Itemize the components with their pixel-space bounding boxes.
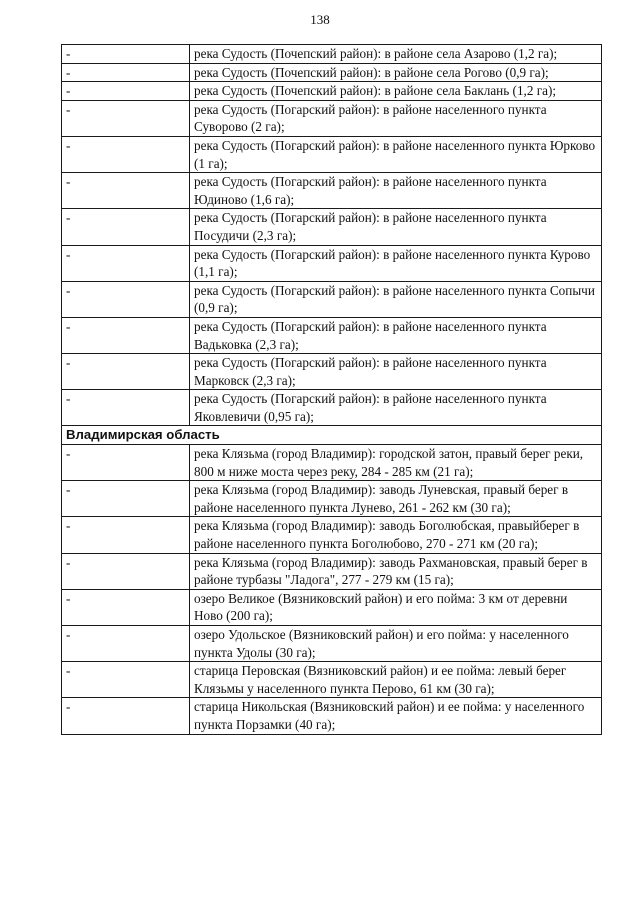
row-marker: -: [62, 589, 190, 625]
table-row: [62, 589, 602, 625]
table-row: [62, 209, 602, 245]
table-row: [62, 626, 602, 662]
table-row: [62, 136, 602, 172]
row-description: старица Никольская (Вязниковский район) и ее пойма: у населенного пункта Порзамки (40 га);: [190, 698, 602, 734]
section-header-row: [62, 426, 602, 445]
row-description: озеро Великое (Вязниковский район) и его пойма: 3 км от деревни Ново (200 га);: [190, 589, 602, 625]
page-number: 138: [310, 12, 330, 27]
row-description: река Судость (Погарский район): в районе населенного пункта Курово (1,1 га);: [190, 245, 602, 281]
row-marker: -: [62, 445, 190, 481]
table-row: [62, 517, 602, 553]
row-marker: -: [62, 698, 190, 734]
row-description: река Судость (Почепский район): в районе села Баклань (1,2 га);: [190, 82, 602, 101]
row-description: река Клязьма (город Владимир): городской затон, правый берег реки, 800 м ниже моста через реку, 284 - 285 км (21 га);: [190, 445, 602, 481]
row-description: река Судость (Погарский район): в районе населенного пункта Посудичи (2,3 га);: [190, 209, 602, 245]
row-description: река Судость (Погарский район): в районе населенного пункта Яковлевичи (0,95 га);: [190, 390, 602, 426]
row-description: река Судость (Погарский район): в районе населенного пункта Вадьковка (2,3 га);: [190, 317, 602, 353]
row-marker: -: [62, 209, 190, 245]
table-row: [62, 698, 602, 734]
row-marker: -: [62, 173, 190, 209]
row-description: река Судость (Погарский район): в районе населенного пункта Марковск (2,3 га);: [190, 354, 602, 390]
row-description: старица Перовская (Вязниковский район) и ее пойма: левый берег Клязьмы у населенного пункта Перово, 61 км (30 га);: [190, 662, 602, 698]
document-table: [61, 44, 602, 735]
table-row: [62, 173, 602, 209]
row-marker: -: [62, 481, 190, 517]
table-row: [62, 63, 602, 82]
row-description: река Судость (Погарский район): в районе населенного пункта Юдиново (1,6 га);: [190, 173, 602, 209]
table-row: [62, 445, 602, 481]
table-row: [62, 100, 602, 136]
row-marker: -: [62, 626, 190, 662]
row-description: река Клязьма (город Владимир): заводь Луневская, правый берег в районе населенного пункта Лунево, 261 - 262 км (30 га);: [190, 481, 602, 517]
row-marker: -: [62, 317, 190, 353]
row-description: река Судость (Погарский район): в районе населенного пункта Суворово (2 га);: [190, 100, 602, 136]
row-marker: -: [62, 354, 190, 390]
table-row: [62, 662, 602, 698]
table-row: [62, 281, 602, 317]
row-marker: -: [62, 662, 190, 698]
table-row: [62, 354, 602, 390]
row-marker: -: [62, 45, 190, 64]
row-marker: -: [62, 63, 190, 82]
row-marker: -: [62, 553, 190, 589]
table-row: [62, 317, 602, 353]
table-row: [62, 390, 602, 426]
row-description: река Судость (Погарский район): в районе населенного пункта Юрково (1 га);: [190, 136, 602, 172]
row-description: река Клязьма (город Владимир): заводь Боголюбская, правыйберег в районе населенного пункта Боголюбово, 270 - 271 км (20 га);: [190, 517, 602, 553]
row-description: река Судость (Погарский район): в районе населенного пункта Сопычи (0,9 га);: [190, 281, 602, 317]
table-row: [62, 45, 602, 64]
row-marker: -: [62, 245, 190, 281]
table-body: [62, 45, 602, 735]
row-marker: -: [62, 390, 190, 426]
table-row: [62, 245, 602, 281]
section-header: Владимирская область: [62, 426, 602, 445]
table-row: [62, 82, 602, 101]
row-marker: -: [62, 517, 190, 553]
table-row: [62, 481, 602, 517]
row-description: река Клязьма (город Владимир): заводь Рахмановская, правый берег в районе турбазы "Ладога", 277 - 279 км (15 га);: [190, 553, 602, 589]
row-marker: -: [62, 281, 190, 317]
row-marker: -: [62, 100, 190, 136]
row-marker: -: [62, 82, 190, 101]
table-row: [62, 553, 602, 589]
row-description: река Судость (Почепский район): в районе села Азарово (1,2 га);: [190, 45, 602, 64]
row-description: озеро Удольское (Вязниковский район) и его пойма: у населенного пункта Удолы (30 га);: [190, 626, 602, 662]
row-description: река Судость (Почепский район): в районе села Рогово (0,9 га);: [190, 63, 602, 82]
row-marker: -: [62, 136, 190, 172]
